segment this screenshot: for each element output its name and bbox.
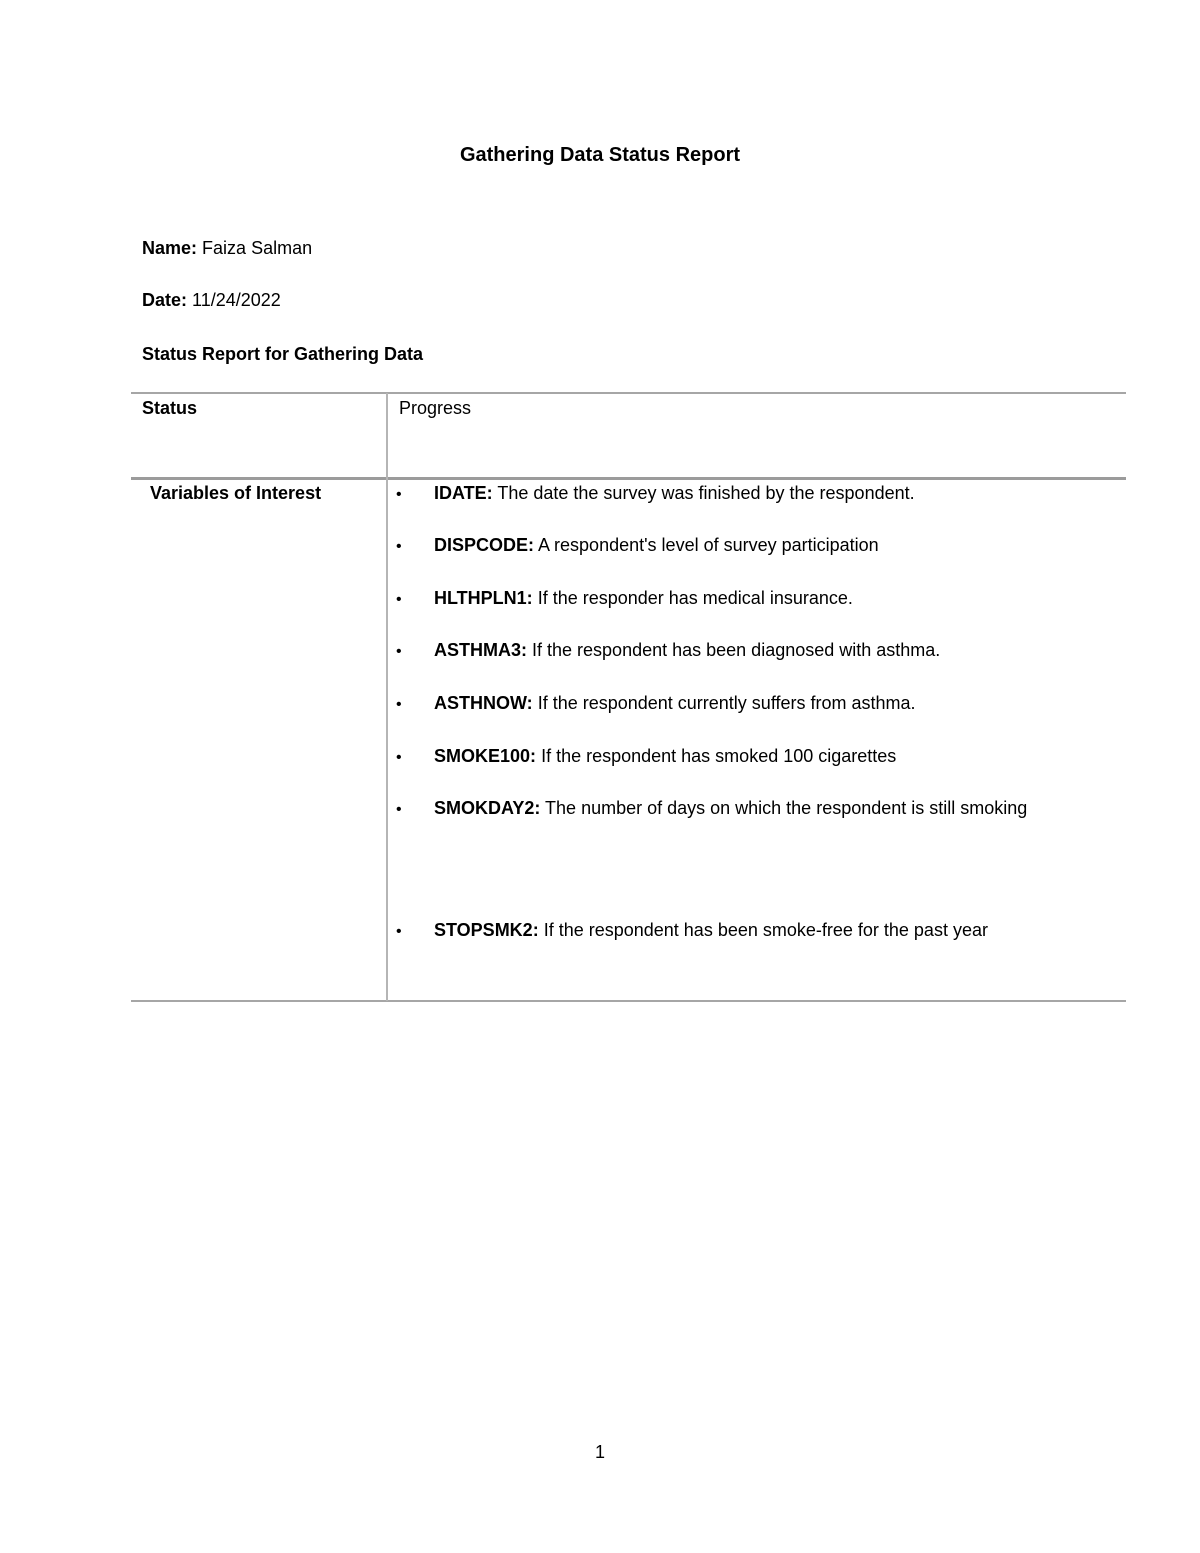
variable-description: If the responder has medical insurance. [537,588,853,608]
variable-code: SMOKDAY2: [434,798,541,818]
list-item [396,693,1116,714]
variable-code: SMOKE100: [434,746,537,766]
bullet-icon: • [396,643,402,660]
list-item [396,483,1116,504]
name-value: Faiza Salman [202,238,313,258]
variable-code: HLTHPLN1: [434,588,533,608]
bullet-icon: • [396,538,402,555]
variable-code: IDATE: [434,483,493,503]
variable-code: DISPCODE: [434,535,535,555]
variable-code: ASTHMA3: [434,640,527,660]
list-item [396,640,1116,661]
list-item [396,746,1116,767]
variable-description: If the respondent has been smoke-free for the past year [543,920,988,940]
document-title: Gathering Data Status Report [459,144,741,166]
date-label: Date: [142,290,188,310]
date-field [142,290,281,311]
table-top-border [131,392,1126,394]
bullet-icon: • [396,486,402,503]
bullet-icon: • [396,591,402,608]
table-header-divider [131,477,1126,480]
table-header-status: Status [142,398,198,418]
bullet-icon: • [396,696,402,713]
variable-code: ASTHNOW: [434,693,533,713]
bullet-icon: • [396,923,402,940]
variable-description: If the respondent currently suffers from asthma. [537,693,916,713]
list-item [396,588,1116,609]
bullet-icon: • [396,801,402,818]
list-item [396,798,1116,819]
variable-description: If the respondent has been diagnosed with asthma. [532,640,941,660]
table-header-progress: Progress [399,398,472,418]
variable-description: A respondent's level of survey participation [538,535,879,555]
table-column-divider [386,393,388,1001]
section-heading: Status Report for Gathering Data [142,344,424,364]
list-item [396,920,1116,941]
table-bottom-border [131,1000,1126,1002]
date-value: 11/24/2022 [192,290,281,310]
variable-description: The date the survey was finished by the respondent. [497,483,915,503]
variable-description: If the respondent has smoked 100 cigarettes [541,746,897,766]
page-number: 1 [594,1442,605,1462]
variable-description: The number of days on which the respondent is still smoking [545,798,1028,818]
name-label: Name: [142,238,198,258]
bullet-icon: • [396,749,402,766]
name-field [142,238,312,259]
list-item [396,535,1116,556]
variable-code: STOPSMK2: [434,920,539,940]
row-label-variables: Variables of Interest [150,483,322,503]
